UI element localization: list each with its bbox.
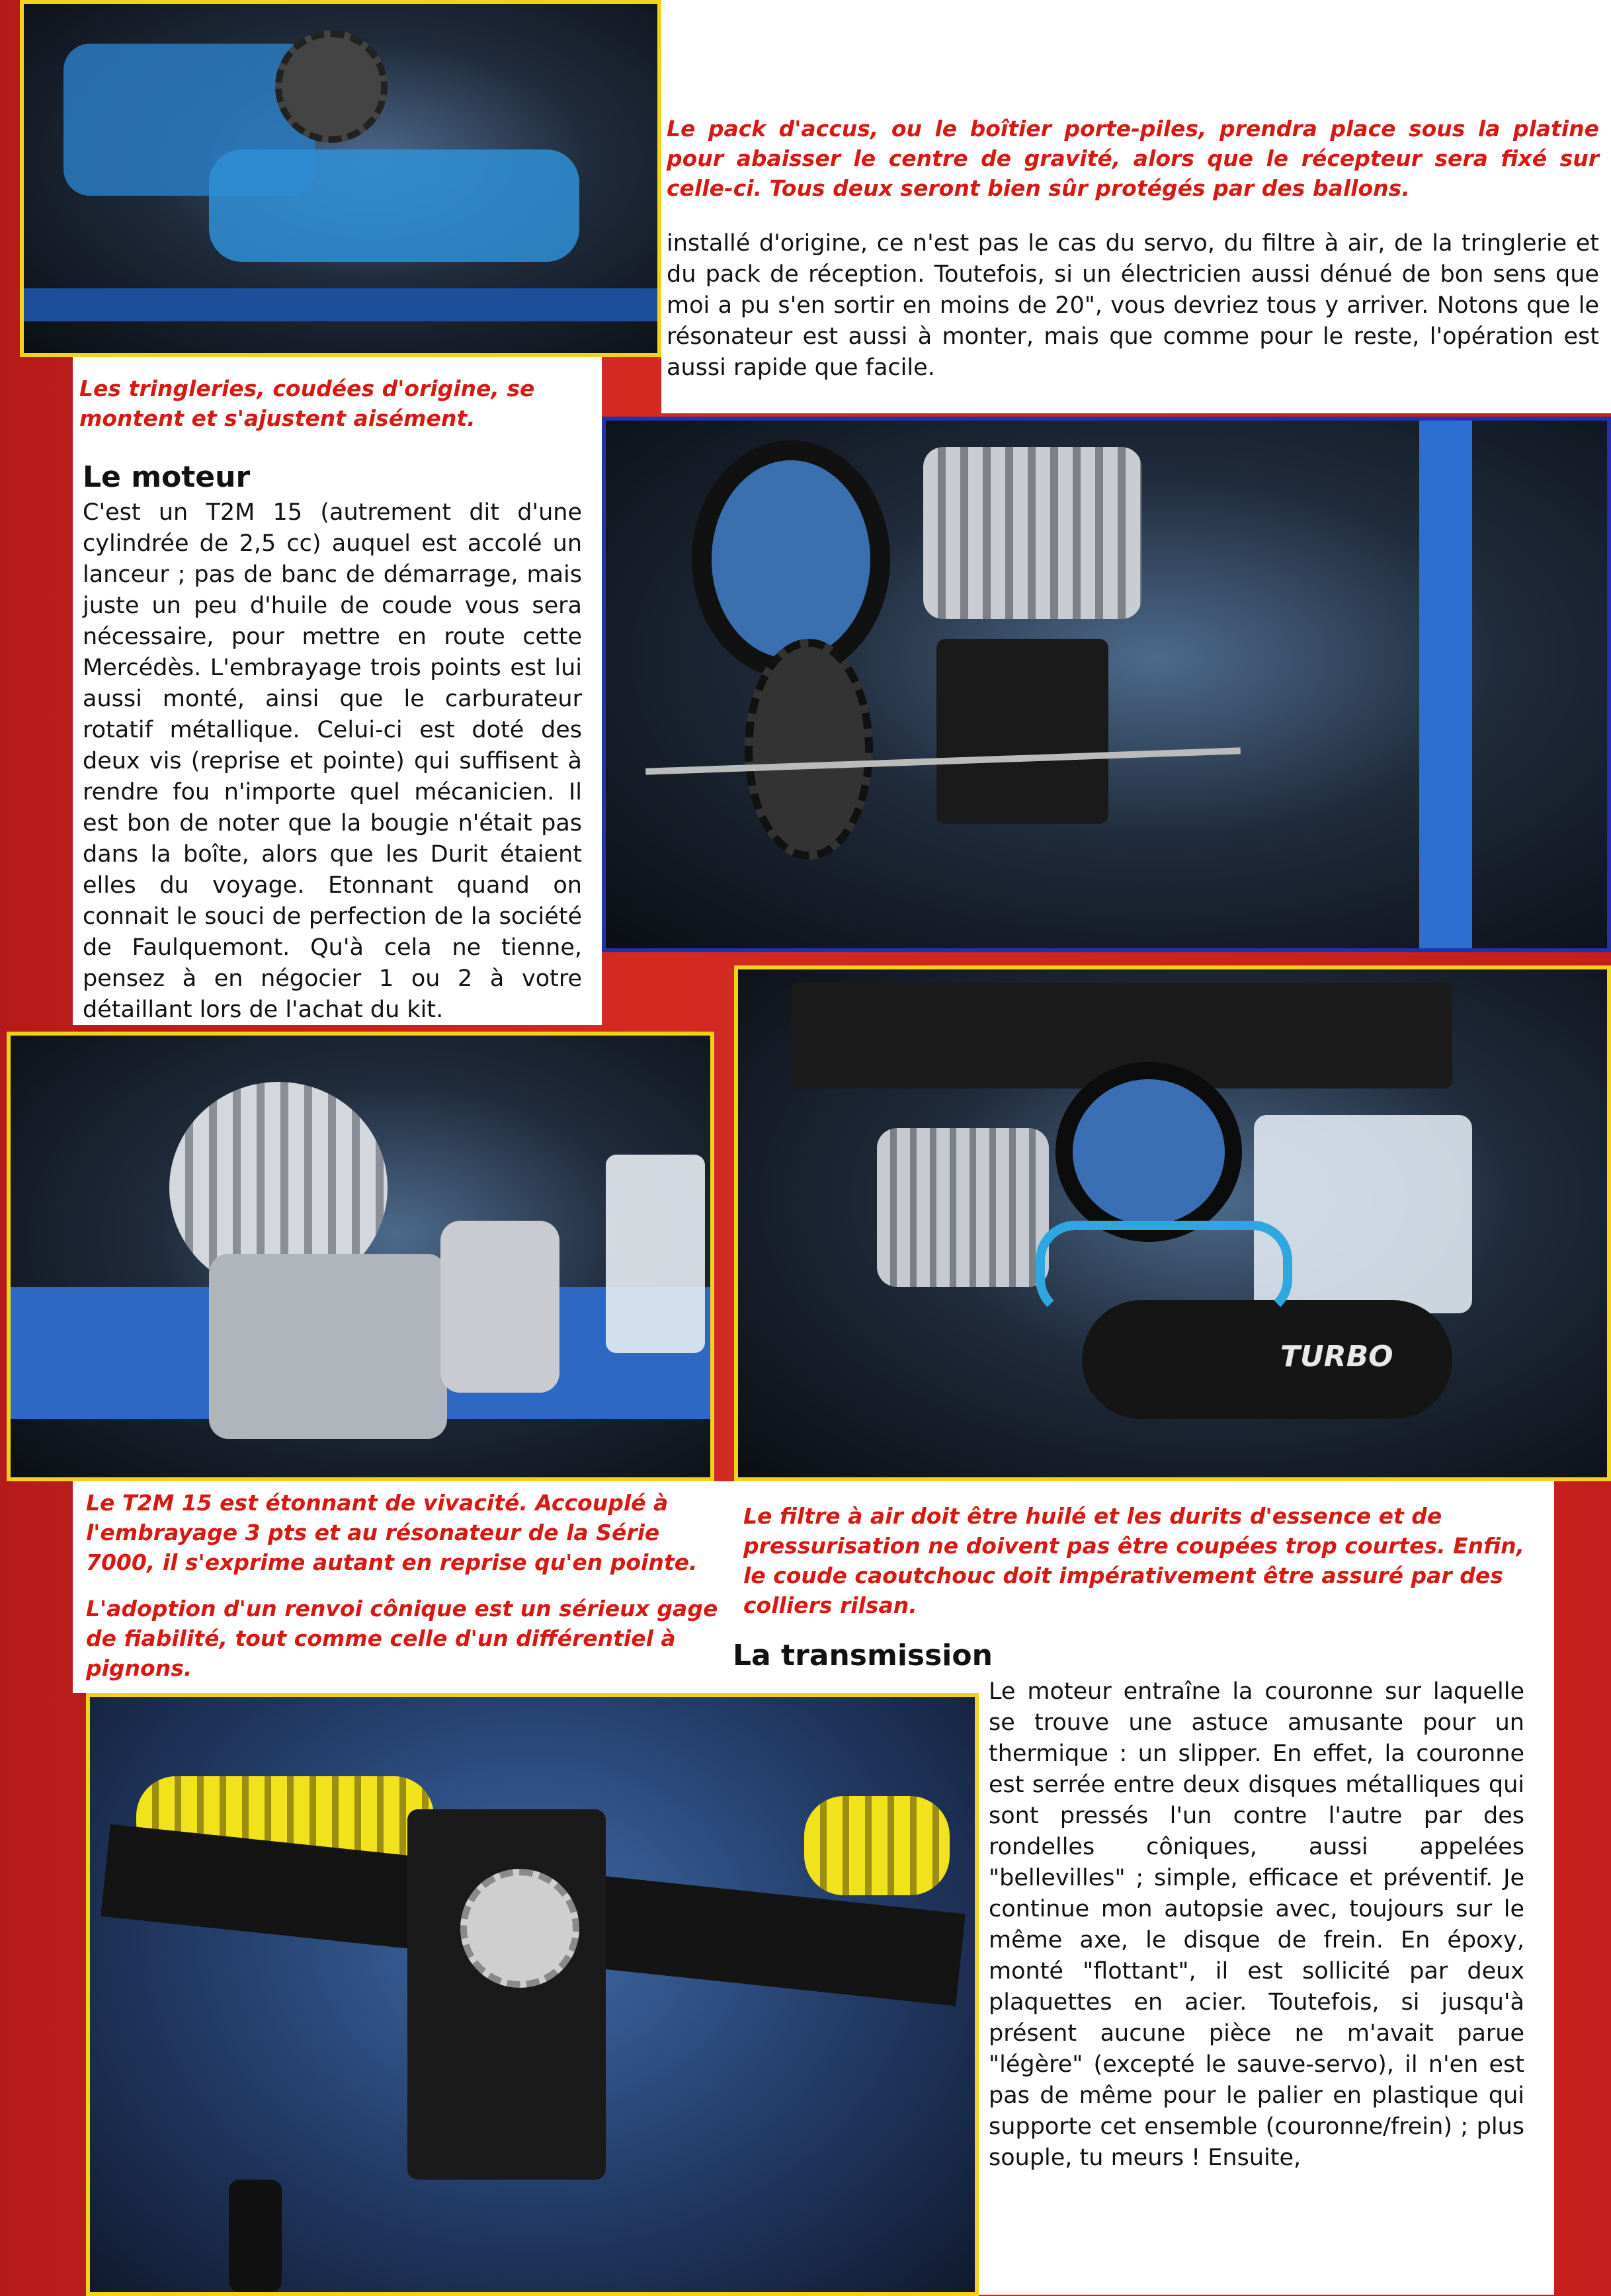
- air-filter-shape: [1055, 1062, 1242, 1242]
- chassis-plate-shape: [24, 288, 657, 321]
- heading-moteur: Le moteur: [83, 460, 251, 494]
- bevel-gear-shape: [460, 1869, 579, 1988]
- tank-shape: [606, 1155, 705, 1353]
- gear-shape: [275, 30, 388, 143]
- moteur-text: C'est un T2M 15 (autrement dit d'une cylindrée de 2,5 cc) auquel est accolé un lanceur ; pas de banc de démarrage, mais juste un peu d'huile de coude vous sera nécessaire, pour mettre en route cette Mercédès. L'embrayage trois points est lui aussi monté, ainsi que le carburateur rotatif métallique. Celui-ci est doté des deux vis (reprise et pointe) qui suffisent à rendre fou n'importe quel mécanicien. Il est bon de noter que la bougie n'était pas dans la boîte, alors que les Durit étaient elles du voyage. Etonnant quand on connait le souci de perfection de la société de Faulquemont. Qu'à cela ne tienne, pensez à en négocier 1 ou 2 à votre détaillant lors de l'achat du kit.: [83, 499, 582, 1023]
- fuel-line-shape: [1036, 1221, 1292, 1319]
- caption-renvoi: L'adoption d'un renvoi cônique est un sérieux gage de fiabilité, tout comme celle d'un différentiel à pignons.: [86, 1596, 718, 1681]
- clutch-shape: [440, 1221, 559, 1393]
- drive-shaft-shape: [229, 2180, 282, 2292]
- caption-accus: Le pack d'accus, ou le boîtier porte-piles, prendra place sous la platine pour abaisser le centre de gravité, alors que le récepteur sera fixé sur celle-ci. Tous deux seront bien sûr protégés par des ballons.: [667, 116, 1599, 201]
- gearbox-shape: [407, 1809, 606, 2180]
- photo-t2m: [7, 1032, 714, 1481]
- caption-tringleries: Les tringleries, coudées d'origine, se montent et s'ajustent aisément.: [79, 376, 535, 431]
- turbo-label: TURBO: [1280, 1340, 1393, 1374]
- cylinder-head-shape: [877, 1128, 1049, 1287]
- blue-frame-shape: [1419, 421, 1472, 952]
- intro-text: installé d'origine, ce n'est pas le cas du servo, du filtre à air, de la tringlerie et du pack de réception. Toutefois, si un électricien aussi dénué de bon sens que moi a pu s'en sortir en moins de 20", vous devriez tous y arriver. Notons que le résonateur est aussi à monter, mais que comme pour le reste, l'opération est aussi rapide que facile.: [667, 230, 1599, 381]
- servo-shape: [936, 639, 1108, 824]
- caption-filtre: Le filtre à air doit être huilé et les durits d'essence et de pressurisation ne doivent pas être coupées trop courtes. Enfin, le coude caoutchouc doit impérativement être assuré par des colliers rilsan.: [743, 1503, 1525, 1618]
- engine-block-shape: [209, 1254, 447, 1439]
- transmission-text: Le moteur entraîne la couronne sur laquelle se trouve une astuce amusante pour un thermique : un slipper. En effet, la couronne est serrée entre deux disques métalliques qui sont pressés l'un contre l'autre par des rondelles côniques, aussi appelées "bellevilles" ; simple, efficace et préventif. Je continue mon autopsie avec, toujours sur le même axe, le disque de frein. En époxy, monté "flottant", il est sollicité par deux plaquettes en acier. Toutefois, si jusqu'à présent aucune pièce ne m'avait parue "légère" (excepté le sauve-servo), il n'en est pas de même pour le palier en plastique qui supporte cet ensemble (couronne/frein) ; plus souple, tu meurs ! Ensuite,: [989, 1678, 1524, 2171]
- gear-shape: [745, 639, 873, 860]
- photo-moteur-top: [602, 417, 1611, 952]
- balloon-shape: [209, 149, 579, 262]
- caption-t2m: Le T2M 15 est étonnant de vivacité. Accouplé à l'embrayage 3 pts et au résonateur de la Série 7000, il s'exprime autant en reprise qu'en pointe.: [86, 1490, 698, 1575]
- photo-filtre: [734, 965, 1611, 1481]
- photo-transmission: [86, 1693, 979, 2296]
- heading-transmission: La transmission: [733, 1639, 993, 1672]
- photo-accus: [20, 0, 661, 357]
- cylinder-head-shape: [923, 447, 1141, 619]
- shock-absorber-shape: [804, 1796, 950, 1895]
